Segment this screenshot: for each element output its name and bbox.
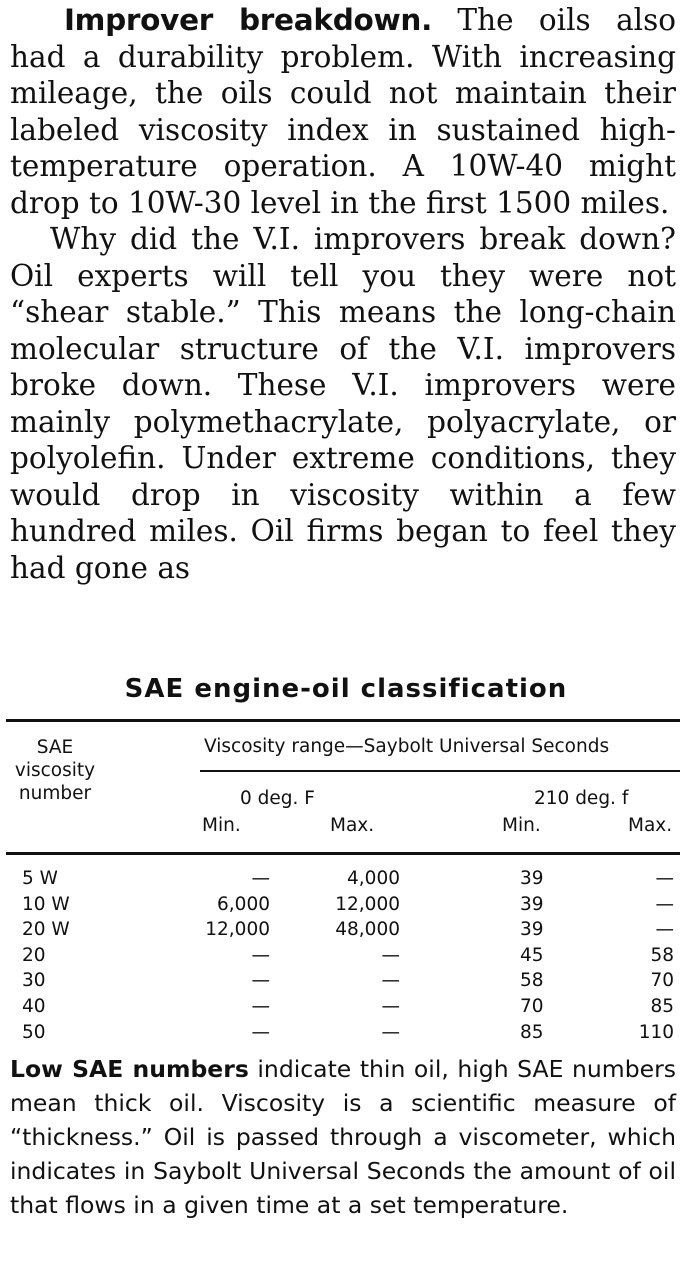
cell-max-0: — — [381, 995, 400, 1017]
cell-min-0: — — [251, 995, 270, 1017]
table-top-rule — [6, 719, 680, 722]
cell-sae: 40 — [22, 995, 46, 1017]
cell-min-210: 45 — [520, 944, 544, 966]
cell-max-0: 12,000 — [335, 893, 400, 915]
cell-min-210: 70 — [520, 995, 544, 1017]
header-210-deg: 210 deg. f — [534, 788, 629, 809]
table-header-rule — [200, 770, 680, 772]
paragraph-vi-improvers: Why did the V.I. improvers break down? Oil experts will tell you they were not “shear stable.” This means the long-chain molecular structure of the V.I. improvers broke down. These V.I. improvers were mainly polymethacrylate, polyacrylate, or polyolefin. Under extreme conditions, they would drop in viscosity within a few hundred miles. Oil firms began to feel they had gone as — [10, 222, 676, 585]
table-row — [0, 968, 692, 994]
cell-sae: 30 — [22, 970, 46, 992]
header-min-210: Min. — [502, 815, 541, 836]
table-row — [0, 917, 692, 943]
header-sae-viscosity-number: SAE viscosity number — [14, 737, 96, 804]
cell-max-210: — — [655, 893, 674, 915]
header-max-210: Max. — [628, 815, 673, 836]
cell-max-210: — — [655, 868, 674, 889]
cell-sae: 50 — [22, 1021, 46, 1043]
cell-min-210: 85 — [520, 1021, 544, 1043]
table-row — [0, 892, 692, 918]
table-row — [0, 943, 692, 969]
cell-min-0: — — [251, 1021, 270, 1043]
cell-max-0: — — [381, 1021, 400, 1043]
cell-max-0: — — [381, 944, 400, 966]
table-body — [0, 866, 692, 1045]
cell-min-0: 6,000 — [217, 893, 270, 915]
cell-max-0: 48,000 — [335, 919, 400, 941]
table-title: SAE engine-oil classification — [124, 674, 568, 704]
cell-max-210: 85 — [650, 995, 674, 1017]
article-body — [10, 0, 676, 586]
header-min-0: Min. — [202, 815, 241, 836]
cell-sae: 5 W — [22, 868, 58, 889]
header-viscosity-range: Viscosity range—Saybolt Universal Seconds — [204, 736, 610, 757]
table-row — [0, 866, 692, 892]
cell-min-0: — — [251, 970, 270, 992]
caption-text: indicate thin oil, high SAE numbers mean thick oil. Viscosity is a scientific measure of “thickness.” Oil is passed through a viscometer, which indicates in Saybolt Universal Seconds the amount of oil that flows in a given time at a set temperature. — [10, 1055, 676, 1219]
cell-max-210: 110 — [638, 1021, 674, 1043]
caption-lead: Low SAE numbers — [10, 1055, 249, 1083]
cell-min-210: 39 — [520, 893, 544, 915]
table-caption — [10, 1052, 676, 1222]
cell-max-210: — — [655, 919, 674, 941]
cell-max-210: 58 — [650, 944, 674, 966]
cell-max-0: 4,000 — [347, 868, 400, 889]
table-row — [0, 1020, 692, 1046]
table-row — [0, 994, 692, 1020]
cell-min-0: — — [251, 868, 270, 889]
cell-max-0: — — [381, 970, 400, 992]
header-0-deg: 0 deg. F — [240, 788, 315, 809]
cell-min-210: 39 — [520, 919, 544, 941]
cell-sae: 10 W — [22, 893, 70, 915]
paragraph-1-text: The oils also had a durability problem. With increasing mileage, the oils could not maintain their labeled viscosity index in sustained high-temperature operation. A 10W-40 might drop to 10W-30 level in the first 1500 miles. — [10, 3, 676, 220]
cell-sae: 20 — [22, 944, 46, 966]
cell-sae: 20 W — [22, 919, 70, 941]
cell-min-210: 39 — [520, 868, 544, 889]
section-heading: Improver breakdown. — [64, 3, 433, 37]
cell-max-210: 70 — [650, 970, 674, 992]
cell-min-0: — — [251, 944, 270, 966]
paragraph-improver-breakdown — [10, 2, 676, 221]
table-header-bottom-rule — [6, 852, 680, 855]
cell-min-0: 12,000 — [205, 919, 270, 941]
header-max-0: Max. — [330, 815, 375, 836]
cell-min-210: 58 — [520, 970, 544, 992]
